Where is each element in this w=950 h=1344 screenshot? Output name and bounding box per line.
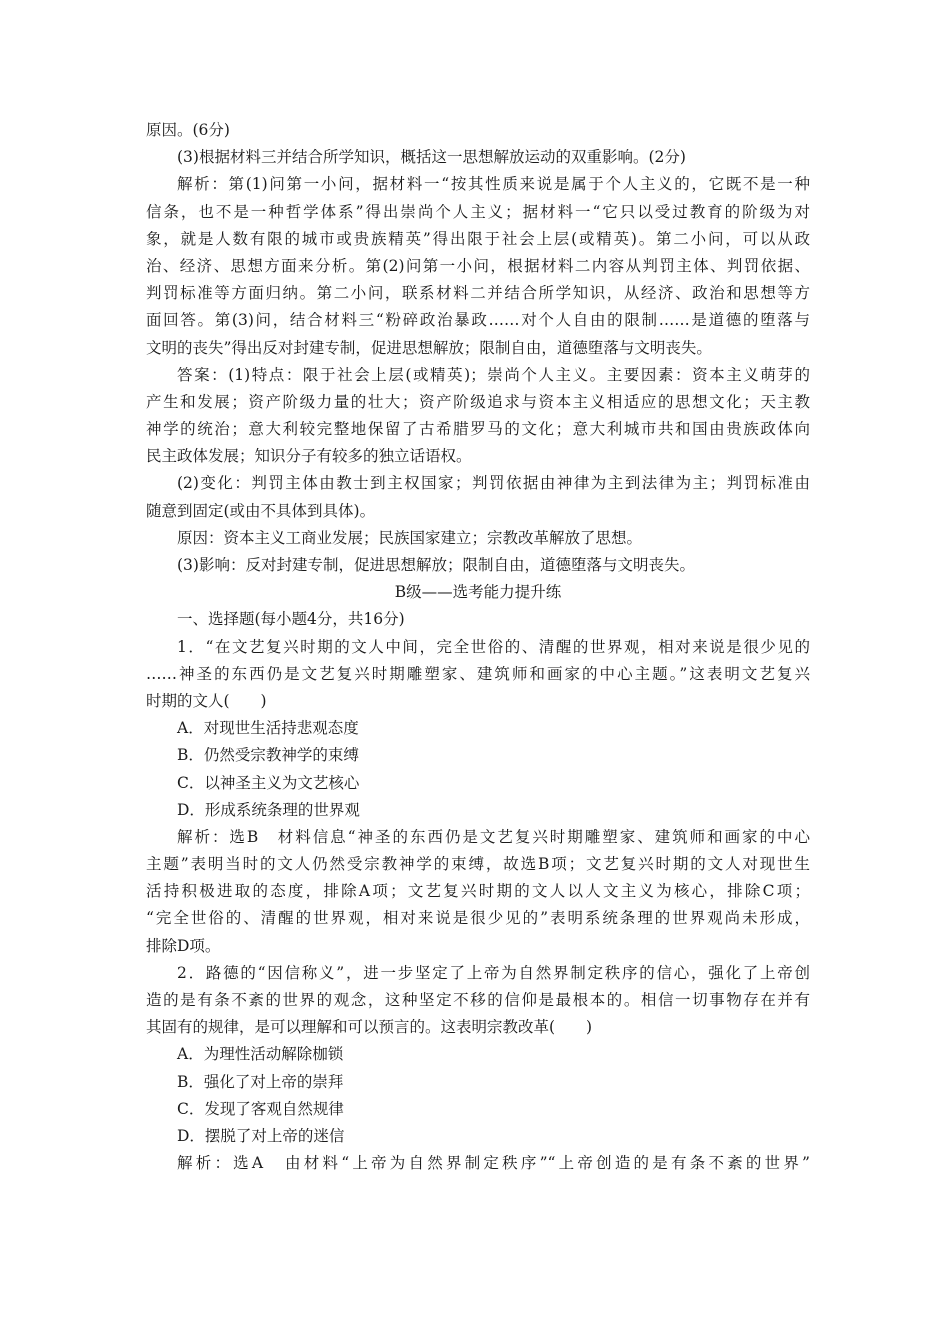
text-line: 象，就是人数有限的城市或贵族精英”得出限于社会上层(或精英)。第二小问，可以从政 [146, 229, 810, 248]
text-line: 判罚标准等方面归纳。第二小问，联系材料二并结合所学知识，从经济、政治和思想等方 [146, 284, 810, 303]
text-line: 民主政体发展；知识分子有较多的独立话语权。 [146, 447, 472, 466]
analysis-text: 解析：选B 材料信息“神圣的东西仍是文艺复兴时期雕塑家、建筑师和画家的中心 [177, 827, 810, 846]
text-line: 解析：第(1)问第一小问，据材料一“按其性质来说是属于个人主义的，它既不是一种 [177, 175, 810, 194]
text-line: 神学的统治；意大利较完整地保留了古希腊罗马的文化；意大利城市共和国由贵族政体向 [146, 420, 810, 439]
analysis-text: 排除D项。 [146, 936, 221, 955]
text-line: 信条，也不是一种哲学体系”得出崇尚个人主义；据材料一“它只以受过教育的阶级为对 [146, 202, 810, 221]
question-text: 时期的文人( ) [146, 691, 267, 710]
answer-option: B．强化了对上帝的崇拜 [177, 1072, 344, 1091]
analysis-text: 活持积极进取的态度，排除A项；文艺复兴时期的文人以人文主义为核心，排除C项； [146, 882, 810, 901]
text-line: 文明的丧失”得出反对封建专制，促进思想解放；限制自由，道德堕落与文明丧失。 [146, 338, 712, 357]
text-line: 产生和发展；资产阶级力量的壮大；资产阶级追求与资本主义相适应的思想文化；天主教 [146, 392, 810, 411]
answer-option: D．摆脱了对上帝的迷信 [177, 1126, 345, 1145]
answer-option: B．仍然受宗教神学的束缚 [177, 746, 359, 765]
text-line: 答案：(1)特点：限于社会上层(或精英)；崇尚个人主义。主要因素：资本主义萌芽的 [177, 365, 810, 384]
section-subheading: 一、选择题(每小题4分，共16分) [177, 610, 405, 629]
text-line: (3)影响：反对封建专制，促进思想解放；限制自由，道德堕落与文明丧失。 [177, 556, 695, 574]
analysis-text: 解析：选A 由材料“上帝为自然界制定秩序”“上帝创造的是有条不紊的世界” [177, 1154, 810, 1173]
answer-option: C．发现了客观自然规律 [177, 1099, 344, 1118]
question-text: ……神圣的东西仍是文艺复兴时期雕塑家、建筑师和画家的中心主题。”这表明文艺复兴 [146, 664, 810, 683]
document-page [146, 117, 810, 1177]
text-line: 面回答。第(3)问，结合材料三“粉碎政治暴政……对个人自由的限制……是道德的堕落与 [146, 311, 810, 330]
question-text: 其固有的规律，是可以理解和可以预言的。这表明宗教改革( ) [146, 1018, 593, 1037]
text-line: (2)变化：判罚主体由教士到主权国家；判罚依据由神律为主到法律为主；判罚标准由 [177, 474, 810, 493]
section-heading: B级——选考能力提升练 [394, 583, 562, 602]
analysis-text: 主题”表明当时的文人仍然受宗教神学的束缚，故选B项；文艺复兴时期的文人对现世生 [146, 855, 810, 874]
text-line: (3)根据材料三并结合所学知识，概括这一思想解放运动的双重影响。(2分) [177, 148, 686, 167]
answer-option: D．形成系统条理的世界观 [177, 800, 360, 819]
question-text: 2．路德的“因信称义”，进一步坚定了上帝为自然界制定秩序的信心，强化了上帝创 [177, 963, 810, 982]
question-text: 1．“在文艺复兴时期的文人中间，完全世俗的、清醒的世界观，相对来说是很少见的 [177, 637, 810, 656]
text-line: 治、经济、思想方面来分析。第(2)问第一小问，根据材料二内容从判罚主体、判罚依据、 [146, 256, 810, 275]
text-line: 原因：资本主义工商业发展；民族国家建立；宗教改革解放了思想。 [177, 528, 643, 547]
text-line: 原因。(6分) [146, 121, 230, 139]
text-line: 随意到固定(或由不具体到具体)。 [146, 501, 376, 520]
question-text: 造的是有条不紊的世界的观念，这种坚定不移的信仰是最根本的。相信一切事物存在并有 [146, 991, 810, 1009]
answer-option: C．以神圣主义为文艺核心 [177, 773, 360, 792]
analysis-text: “完全世俗的、清醒的世界观，相对来说是很少见的”表明系统条理的世界观尚未形成， [146, 909, 810, 928]
answer-option: A．为理性活动解除枷锁 [177, 1045, 344, 1064]
answer-option: A．对现世生活持悲观态度 [177, 719, 359, 738]
